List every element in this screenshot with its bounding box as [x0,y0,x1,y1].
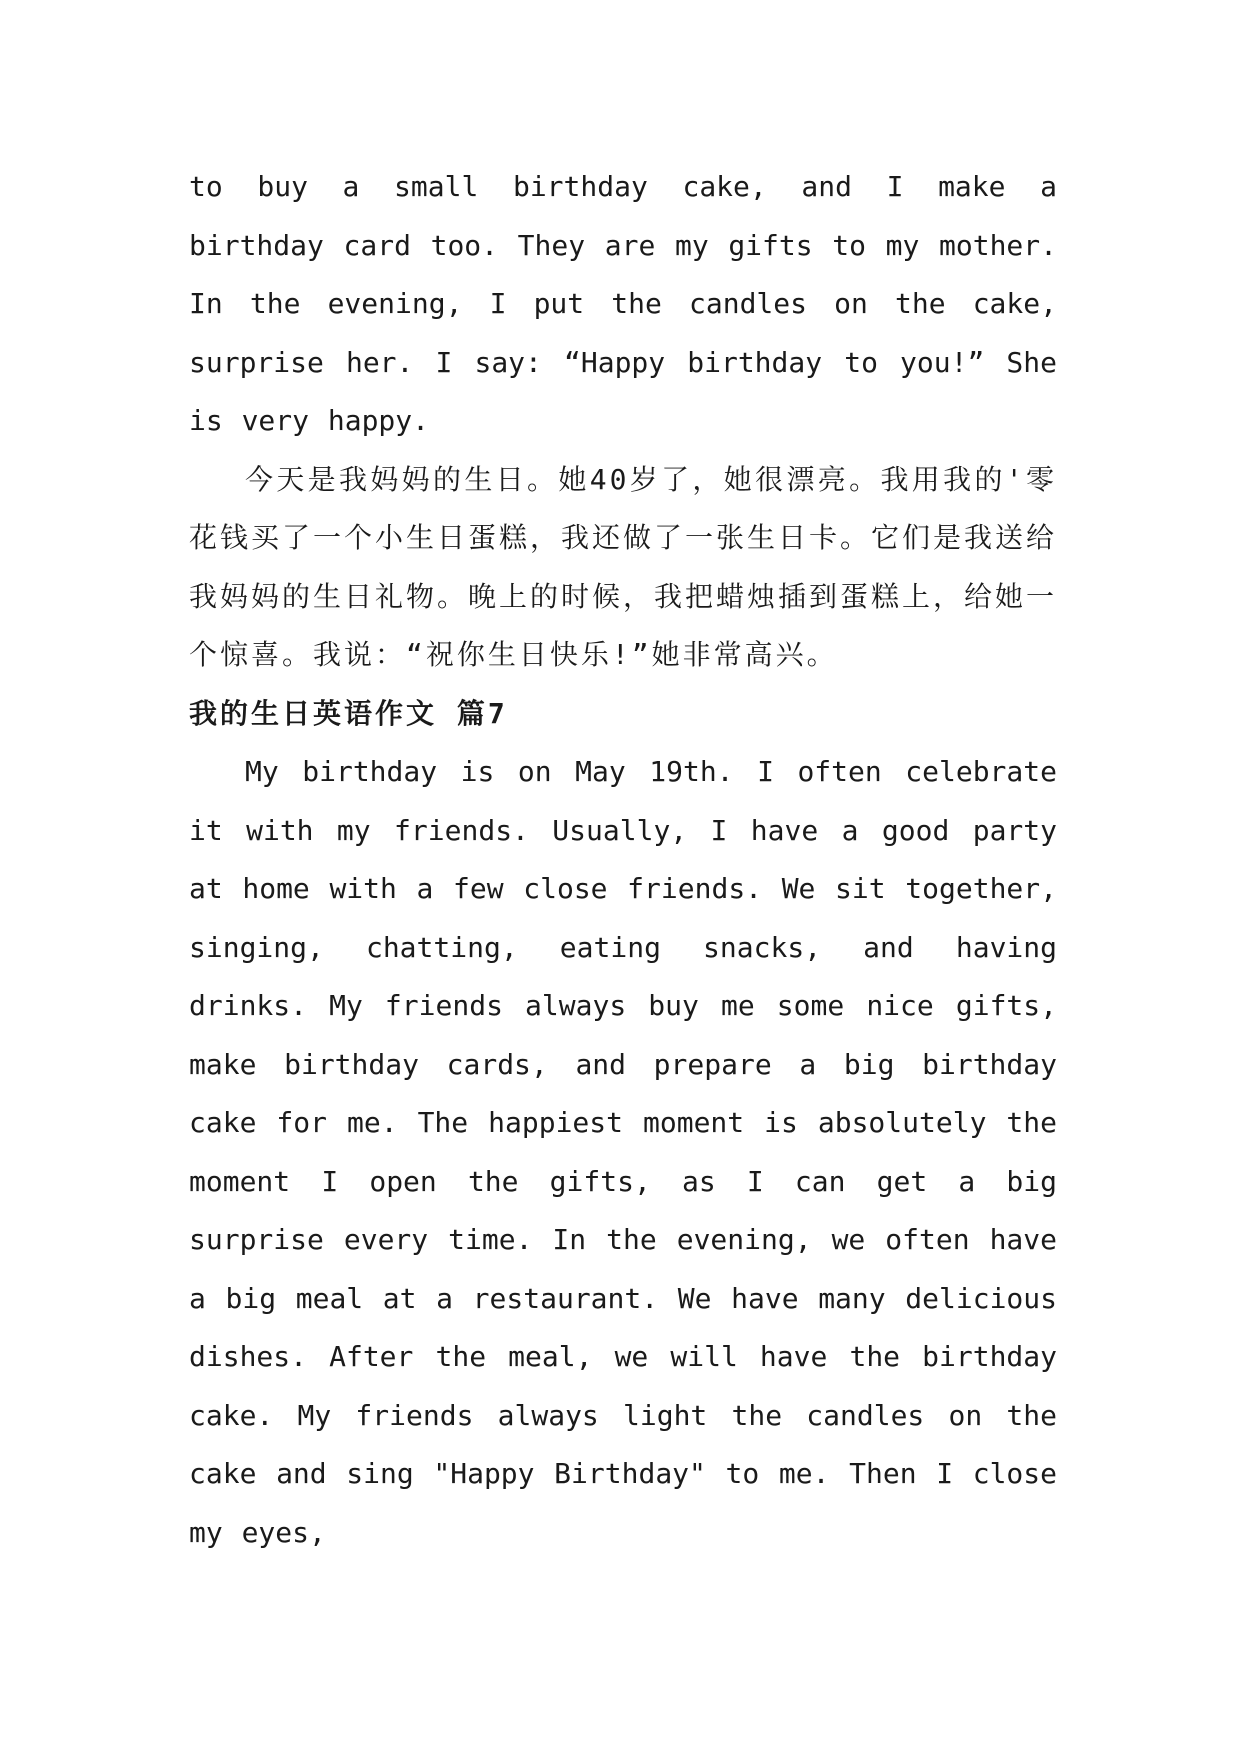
section-heading: 我的生日英语作文 篇7 [189,696,508,730]
paragraph-english-mother-birthday: to buy a small birthday cake, and I make a birthday card too. They are my gifts to my mother. In the evening, I put the candles on the cake, surprise her. I say: “Happy birthday to you!” She is very happy. [189,170,1057,437]
paragraph-english-my-birthday: My birthday is on May 19th. I often celebrate it with my friends. Usually, I have a good party at home with a few close friends. We sit together, singing, chatting, eating snacks, and having drinks. My friends always buy me some nice gifts, make birthday cards, and prepare a big birthday cake for me. The happiest moment is absolutely the moment I open the gifts, as I can get a big surprise every time. In the evening, we often have a big meal at a restaurant. We have many delicious dishes. After the meal, we will have the birthday cake. My friends always light the candles on the cake and sing "Happy Birthday" to me. Then I close my eyes, [189,755,1057,1549]
paragraph-chinese-translation: 今天是我妈妈的生日。她40岁了，她很漂亮。我用我的'零花钱买了一个小生日蛋糕，我还做了一张生日卡。它们是我送给我妈妈的生日礼物。晚上的时候，我把蜡烛插到蛋糕上，给她一个惊喜。我说：“祝你生日快乐!”她非常高兴。 [189,462,1058,671]
document-body [189,158,1057,1562]
